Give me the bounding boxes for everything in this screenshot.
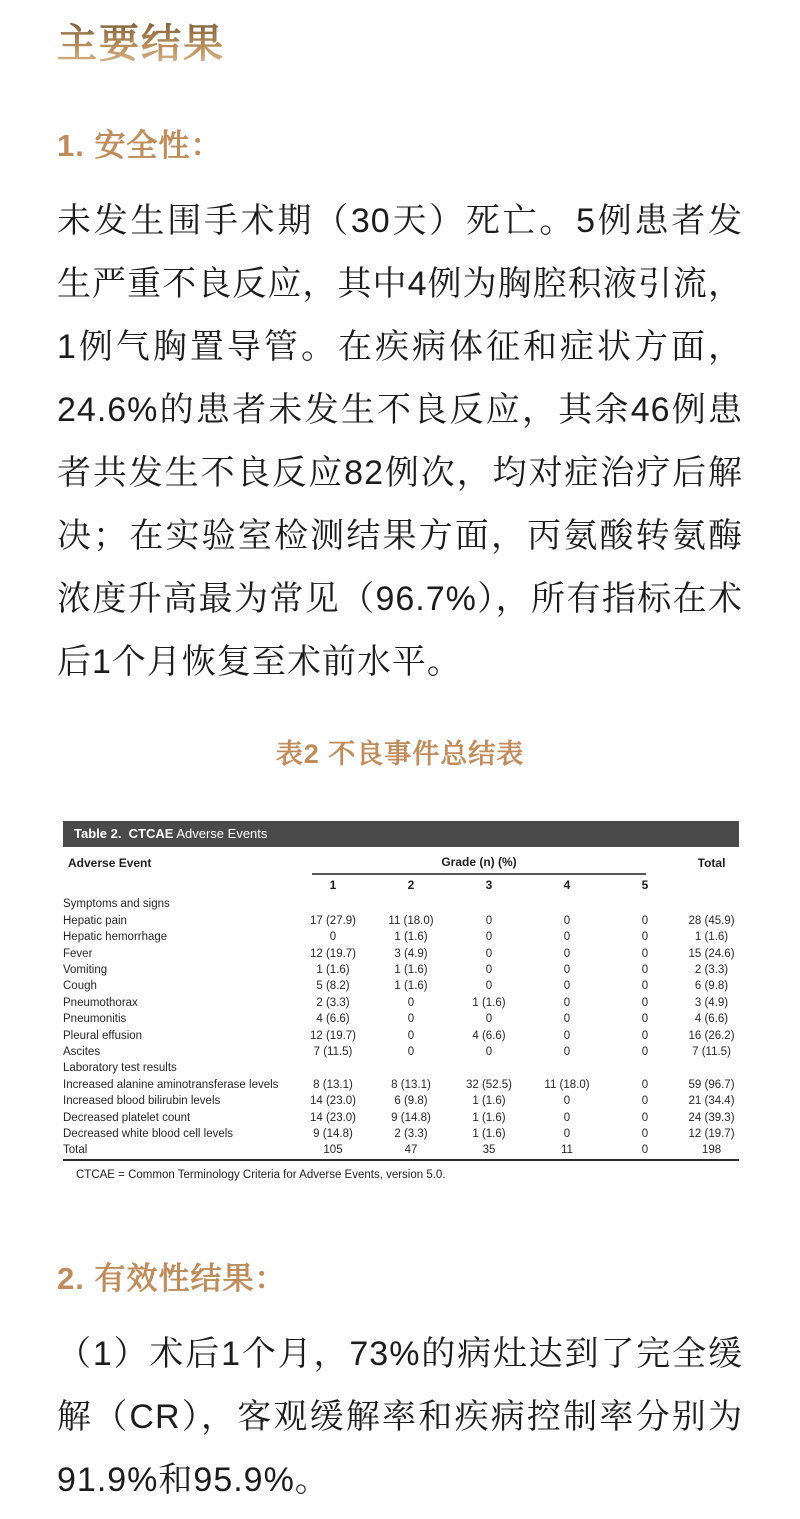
- cell-grade-2: 0: [407, 996, 415, 1009]
- cell-grade-2: 2 (3.3): [394, 1127, 428, 1140]
- cell-grade-4: 0: [563, 1013, 571, 1026]
- table-row: [63, 1044, 739, 1060]
- row-label: Increased alanine aminotransferase levels: [63, 1078, 279, 1091]
- cell-grade-3: 0: [485, 914, 493, 927]
- cell-total: 59 (96.7): [688, 1078, 735, 1091]
- row-label: Decreased white blood cell levels: [63, 1127, 234, 1140]
- cell-grade-3: 1 (1.6): [472, 1111, 506, 1124]
- cell-total: 3 (4.9): [694, 996, 729, 1009]
- table-group-row: [63, 1060, 739, 1076]
- cell-grade-3: [450, 896, 528, 912]
- cell-total: 15 (24.6): [688, 947, 735, 960]
- table-group-row: [63, 896, 739, 912]
- cell-grade-5: 0: [641, 914, 649, 927]
- cell-grade-5: [606, 1060, 684, 1076]
- table-row: [63, 1093, 739, 1109]
- col-header-grade-5: 5: [641, 878, 649, 893]
- adverse-events-grid: [63, 847, 739, 1161]
- row-label: Pneumothorax: [63, 996, 138, 1009]
- table-row: [63, 1028, 739, 1044]
- cell-grade-3: 0: [485, 947, 493, 960]
- col-header-total: Total: [697, 856, 726, 871]
- row-label: Laboratory test results: [63, 1062, 177, 1075]
- cell-grade-2: 6 (9.8): [394, 1095, 428, 1108]
- table-row: [63, 946, 739, 962]
- cell-grade-2: 1 (1.6): [394, 931, 428, 944]
- section-1-heading: 1. 安全性：: [57, 128, 223, 163]
- cell-total: 6 (9.8): [694, 980, 729, 993]
- cell-grade-2: 9 (14.8): [391, 1111, 431, 1124]
- cell-total: 198: [701, 1144, 722, 1157]
- table-title-rest: Adverse Events: [173, 826, 268, 842]
- cell-grade-2: 3 (4.9): [394, 947, 428, 960]
- cell-grade-4: [528, 896, 606, 912]
- table-row: [63, 962, 739, 978]
- cell-grade-3: 1 (1.6): [472, 996, 506, 1009]
- row-label: Pneumonitis: [63, 1013, 127, 1026]
- cell-grade-2: [372, 1060, 450, 1076]
- cell-grade-5: 0: [641, 996, 649, 1009]
- section-2-body: （1）术后1个月，73%的病灶达到了完全缓解（CR），客观缓解率和疾病控制率分别为91.9%和95.9%。: [57, 1335, 743, 1500]
- cell-grade-1: 105: [323, 1144, 343, 1157]
- cell-grade-4: 0: [563, 1111, 571, 1124]
- cell-grade-4: 0: [563, 963, 571, 976]
- table-footnote: CTCAE = Common Terminology Criteria for Adverse Events, version 5.0.: [76, 1168, 446, 1181]
- col-header-grade-group: [294, 847, 684, 875]
- cell-grade-3: 1 (1.6): [472, 1127, 506, 1140]
- cell-grade-3: [450, 1060, 528, 1076]
- cell-grade-1: 5 (8.2): [316, 980, 350, 993]
- cell-total: 24 (39.3): [688, 1111, 735, 1124]
- cell-total: 2 (3.3): [694, 963, 729, 976]
- section-2-heading: 2. 有效性结果：: [57, 1260, 287, 1296]
- cell-grade-5: [606, 896, 684, 912]
- cell-grade-4: 0: [563, 1127, 571, 1140]
- cell-grade-5: 0: [641, 1029, 649, 1042]
- ctcae-adverse-events-table: [63, 821, 739, 1181]
- cell-grade-1: [294, 896, 372, 912]
- cell-total: 7 (11.5): [692, 1045, 731, 1058]
- cell-total: 21 (34.4): [688, 1095, 735, 1108]
- cell-grade-5: 0: [641, 1013, 649, 1026]
- cell-grade-5: 0: [641, 1078, 649, 1091]
- cell-grade-1: 2 (3.3): [316, 996, 350, 1009]
- row-label: Hepatic hemorrhage: [63, 931, 168, 944]
- cell-grade-4: 11: [561, 1144, 573, 1157]
- cell-grade-1: 14 (23.0): [309, 1111, 357, 1124]
- cell-total: 16 (26.2): [688, 1029, 735, 1042]
- cell-grade-2: [372, 896, 450, 912]
- cell-total: [684, 1060, 739, 1076]
- table-caption: 表2 不良事件总结表: [275, 739, 525, 770]
- cell-grade-1: [294, 1060, 372, 1076]
- cell-total: 12 (19.7): [688, 1127, 735, 1140]
- cell-grade-5: 0: [641, 1127, 649, 1140]
- cell-grade-5: 0: [641, 1045, 649, 1058]
- cell-grade-3: 4 (6.6): [472, 1029, 506, 1042]
- table-row: [63, 1142, 739, 1159]
- cell-grade-5: 0: [641, 980, 649, 993]
- row-label: Cough: [63, 980, 97, 993]
- cell-grade-1: 9 (14.8): [313, 1127, 353, 1140]
- cell-total: [684, 896, 739, 912]
- col-header-grade-4: 4: [563, 878, 571, 893]
- cell-grade-2: 8 (13.1): [391, 1078, 431, 1091]
- row-label: Fever: [63, 947, 93, 960]
- cell-grade-1: 12 (19.7): [309, 947, 357, 960]
- table-row: [63, 1011, 739, 1027]
- cell-grade-3: 32 (52.5): [465, 1078, 513, 1091]
- row-label: Symptoms and signs: [63, 898, 170, 911]
- cell-grade-1: 7 (11.5): [313, 1045, 353, 1058]
- cell-grade-2: 0: [407, 1045, 415, 1058]
- cell-grade-3: 1 (1.6): [472, 1095, 506, 1108]
- table-body: [63, 896, 739, 1160]
- cell-grade-5: 0: [641, 963, 649, 976]
- row-label: Total: [63, 1144, 88, 1157]
- cell-grade-2: 11 (18.0): [388, 914, 434, 927]
- cell-grade-3: 0: [485, 931, 493, 944]
- cell-total: 1 (1.6): [694, 931, 729, 944]
- cell-grade-1: 14 (23.0): [309, 1095, 357, 1108]
- cell-grade-4: 0: [563, 1029, 571, 1042]
- table-row: [63, 1126, 739, 1142]
- table-row: [63, 1077, 739, 1093]
- cell-grade-1: 8 (13.1): [313, 1078, 353, 1091]
- col-header-adverse-event: Adverse Event: [68, 856, 152, 871]
- cell-grade-3: 0: [485, 1045, 493, 1058]
- cell-grade-2: 47: [404, 1144, 418, 1157]
- cell-grade-1: 12 (19.7): [309, 1029, 357, 1042]
- cell-grade-3: 0: [485, 1013, 493, 1026]
- table-row: [63, 929, 739, 945]
- row-label: Ascites: [63, 1045, 101, 1058]
- cell-grade-5: 0: [641, 1111, 649, 1124]
- cell-grade-4: 0: [563, 1045, 571, 1058]
- cell-grade-4: 0: [563, 931, 571, 944]
- cell-grade-3: 0: [485, 980, 493, 993]
- section-1-body: 未发生围手术期（30天）死亡。5例患者发生严重不良反应，其中4例为胸腔积液引流，1例气胸置导管。在疾病体征和症状方面，24.6%的患者未发生不良反应，其余46例患者共发生不良反应82例次，均对症治疗后解决；在实验室检测结果方面，丙氨酸转氨酶浓度升高最为常见（96.7%），所有指标在术后1个月恢复至术前水平。: [57, 202, 743, 682]
- cell-grade-4: 11 (18.0): [544, 1078, 590, 1091]
- table-row: [63, 978, 739, 994]
- cell-grade-5: 0: [641, 1144, 649, 1157]
- cell-grade-5: 0: [641, 931, 649, 944]
- col-header-grade-1: 1: [329, 878, 337, 893]
- cell-grade-5: 0: [641, 947, 649, 960]
- table-row: [63, 913, 739, 929]
- cell-grade-1: 1 (1.6): [316, 963, 350, 976]
- row-label: Pleural effusion: [63, 1029, 143, 1042]
- cell-total: 4 (6.6): [694, 1013, 729, 1026]
- col-header-grade-3: 3: [485, 878, 493, 893]
- table-title-bar: [63, 821, 739, 847]
- table-row: [63, 995, 739, 1011]
- table-title-bold: Table 2. CTCAE: [74, 826, 174, 842]
- col-header-grade-2: 2: [407, 878, 415, 893]
- row-label: Hepatic pain: [63, 914, 127, 927]
- row-label: Increased blood bilirubin levels: [63, 1095, 221, 1108]
- row-label: Decreased platelet count: [63, 1111, 191, 1124]
- cell-grade-4: 0: [563, 1095, 571, 1108]
- cell-grade-5: 0: [641, 1095, 649, 1108]
- cell-grade-3: 0: [485, 963, 493, 976]
- cell-total: 28 (45.9): [688, 914, 735, 927]
- cell-grade-2: 0: [407, 1013, 415, 1026]
- grade-group-label: Grade (n) (%): [312, 855, 646, 875]
- cell-grade-1: 0: [329, 931, 337, 944]
- cell-grade-4: 0: [563, 996, 571, 1009]
- cell-grade-3: 35: [482, 1144, 496, 1157]
- row-label: Vomiting: [63, 963, 108, 976]
- cell-grade-4: 0: [563, 980, 571, 993]
- cell-grade-2: 0: [407, 1029, 415, 1042]
- cell-grade-4: [528, 1060, 606, 1076]
- cell-grade-4: 0: [563, 914, 571, 927]
- table-row: [63, 1110, 739, 1126]
- table-header-row: [63, 847, 739, 875]
- cell-grade-2: 1 (1.6): [394, 963, 428, 976]
- cell-grade-4: 0: [563, 947, 571, 960]
- page-title: 主要结果: [57, 20, 743, 68]
- cell-grade-2: 1 (1.6): [394, 980, 428, 993]
- article-page: [0, 20, 800, 1512]
- cell-grade-1: 4 (6.6): [316, 1013, 350, 1026]
- cell-grade-1: 17 (27.9): [309, 914, 357, 927]
